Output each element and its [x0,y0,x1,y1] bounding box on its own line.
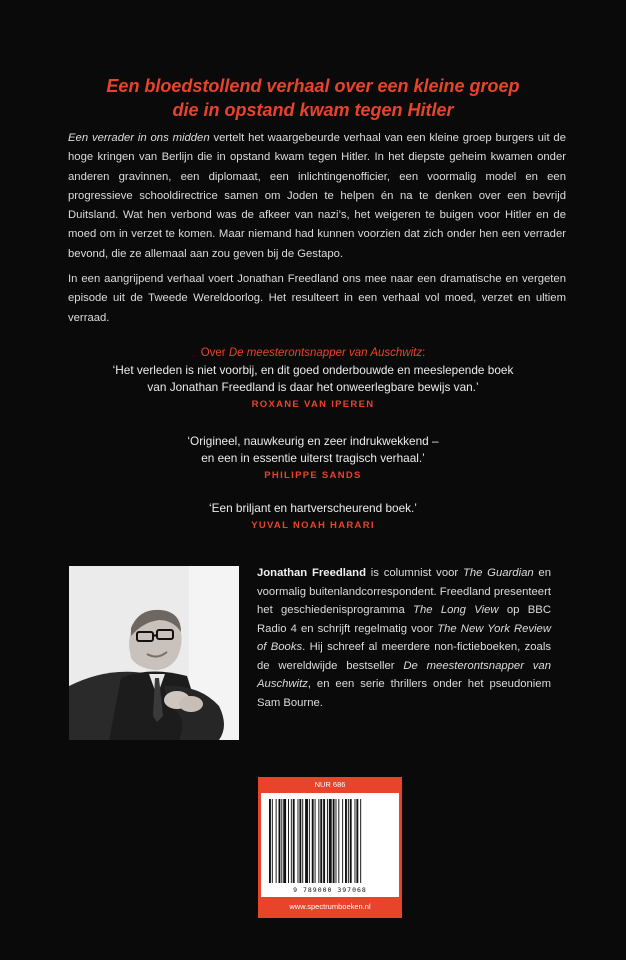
barcode-bar [305,799,308,883]
barcode-bar [338,799,339,883]
isbn-number: 9 789000 397068 [293,886,367,894]
quote-block-1 [60,345,566,412]
barcode-bar [272,799,273,883]
barcode-bar [299,799,301,883]
quote-author: YUVAL NOAH HARARI [251,520,375,531]
bio-italic: The New York Review of Books [257,622,551,653]
barcode-bar [309,799,310,883]
barcode-bar [302,799,303,883]
quote-line: en een in essentie uiterst tragisch verhaal.’ [201,451,425,465]
quote-block-3 [60,500,566,533]
barcode-bar [276,799,277,883]
barcode-bar [350,799,352,883]
intro-paragraph [68,129,566,264]
bio-text: en voormalig buitenlandcorrespondent. Freedland presenteert het geschiedenisprogramma [257,567,551,616]
quote-author: PHILIPPE SANDS [264,470,362,481]
barcode-bar [355,799,356,883]
barcode-bar [356,799,358,883]
bio-text: is columnist voor [365,567,463,579]
author-photo [69,566,239,740]
barcode-bar [327,799,328,883]
barcode-bar [291,799,292,883]
barcode-bar [320,799,322,883]
bio-text: . Hij schreef al meerdere non-fictieboeken, zoals de wereldwijde bestseller [257,641,551,672]
author-bio [257,564,551,712]
barcode-bar [281,799,282,883]
quote-source-title: De meesterontsnapper van Auschwitz [228,347,423,359]
bio-italic: The Long View [413,604,499,616]
barcode-bar [279,799,281,883]
quote-line: van Jonathan Freedland is daar het onweerlegbare bewijs van.’ [147,380,479,394]
bio-italic: De meesterontsnapper van Auschwitz [257,659,551,690]
quote-text [60,362,566,396]
barcode [269,799,391,883]
author-name: Jonathan Freedland [257,567,366,579]
quote-source-colon: : [422,347,426,359]
barcode-panel [258,777,402,918]
author-portrait-illustration [69,566,239,740]
bio-text: , en een serie thrillers onder het pseudoniem Sam Bourne. [257,678,551,709]
headline [60,74,566,122]
quote-block-2 [60,433,566,483]
intro-book-title: Een verrader in ons midden [68,132,210,144]
headline-line-2: die in opstand kwam tegen Hitler [172,100,454,120]
quote-text [60,433,566,467]
barcode-bar [342,799,343,883]
bio-italic: The Guardian [462,567,534,579]
barcode-bar [293,799,295,883]
headline-line-1: Een bloedstollend verhaal over een kleine groep [106,76,520,96]
barcode-bar [312,799,314,883]
barcode-bar [318,799,319,883]
quote-source-prefix: Over [200,347,229,359]
barcode-bar [323,799,325,883]
bio-text: op BBC Radio 4 en schrijft regelmatig voor [257,604,551,635]
publisher-website: www.spectrumboeken.nl [289,902,371,911]
barcode-bar [298,799,299,883]
quote-source-line [60,345,566,362]
nur-code: NUR 686 [314,780,346,789]
barcode-bar [360,799,361,883]
quote-line: ‘Het verleden is niet voorbij, en dit goed onderbouwde en meeslepende boek [112,363,514,377]
barcode-bar [336,799,337,883]
barcode-bar [348,799,349,883]
barcode-bar [269,799,271,883]
barcode-bar [329,799,332,883]
barcode-bar [288,799,289,883]
barcode-bar [345,799,347,883]
second-paragraph: In een aangrijpend verhaal voert Jonathan Freedland ons mee naar een dramatische en vergeten episode uit de Tweede Wereldoorlog. Het resulteert in een verhaal vol moed, verzet en ultiem verraad. [68,273,566,324]
quote-line: ‘Origineel, nauwkeurig en zeer indrukwekkend – [187,434,439,448]
quote-line: ‘Een briljant en hartverscheurend boek.’ [209,501,417,515]
barcode-bar [315,799,316,883]
barcode-area [261,793,399,897]
barcode-bar [333,799,335,883]
barcode-bar [283,799,286,883]
quote-text [60,500,566,517]
intro-text: vertelt het waargebeurde verhaal van een kleine groep burgers uit de hoge kringen van Berlijn die in opstand kwam tegen Hitler. In het diepste geheim kwamen onder anderen gravinnen, een diplomaat, een inlichtingenofficier, een voormalig model en een progressieve schooldirectrice samen om Joden te helpen én na te denken over een bevrijd Duitsland. Wat hen verbond was de afkeer van nazi’s, het weigeren te buigen voor Hitler en de moed om in verzet te komen. Maar niemand had kunnen voorzien dat zich onder hen een verrader bevond, die ze allemaal aan zou geven bij de Gestapo. [68,132,566,260]
quote-author: ROXANE VAN IPEREN [251,399,375,410]
